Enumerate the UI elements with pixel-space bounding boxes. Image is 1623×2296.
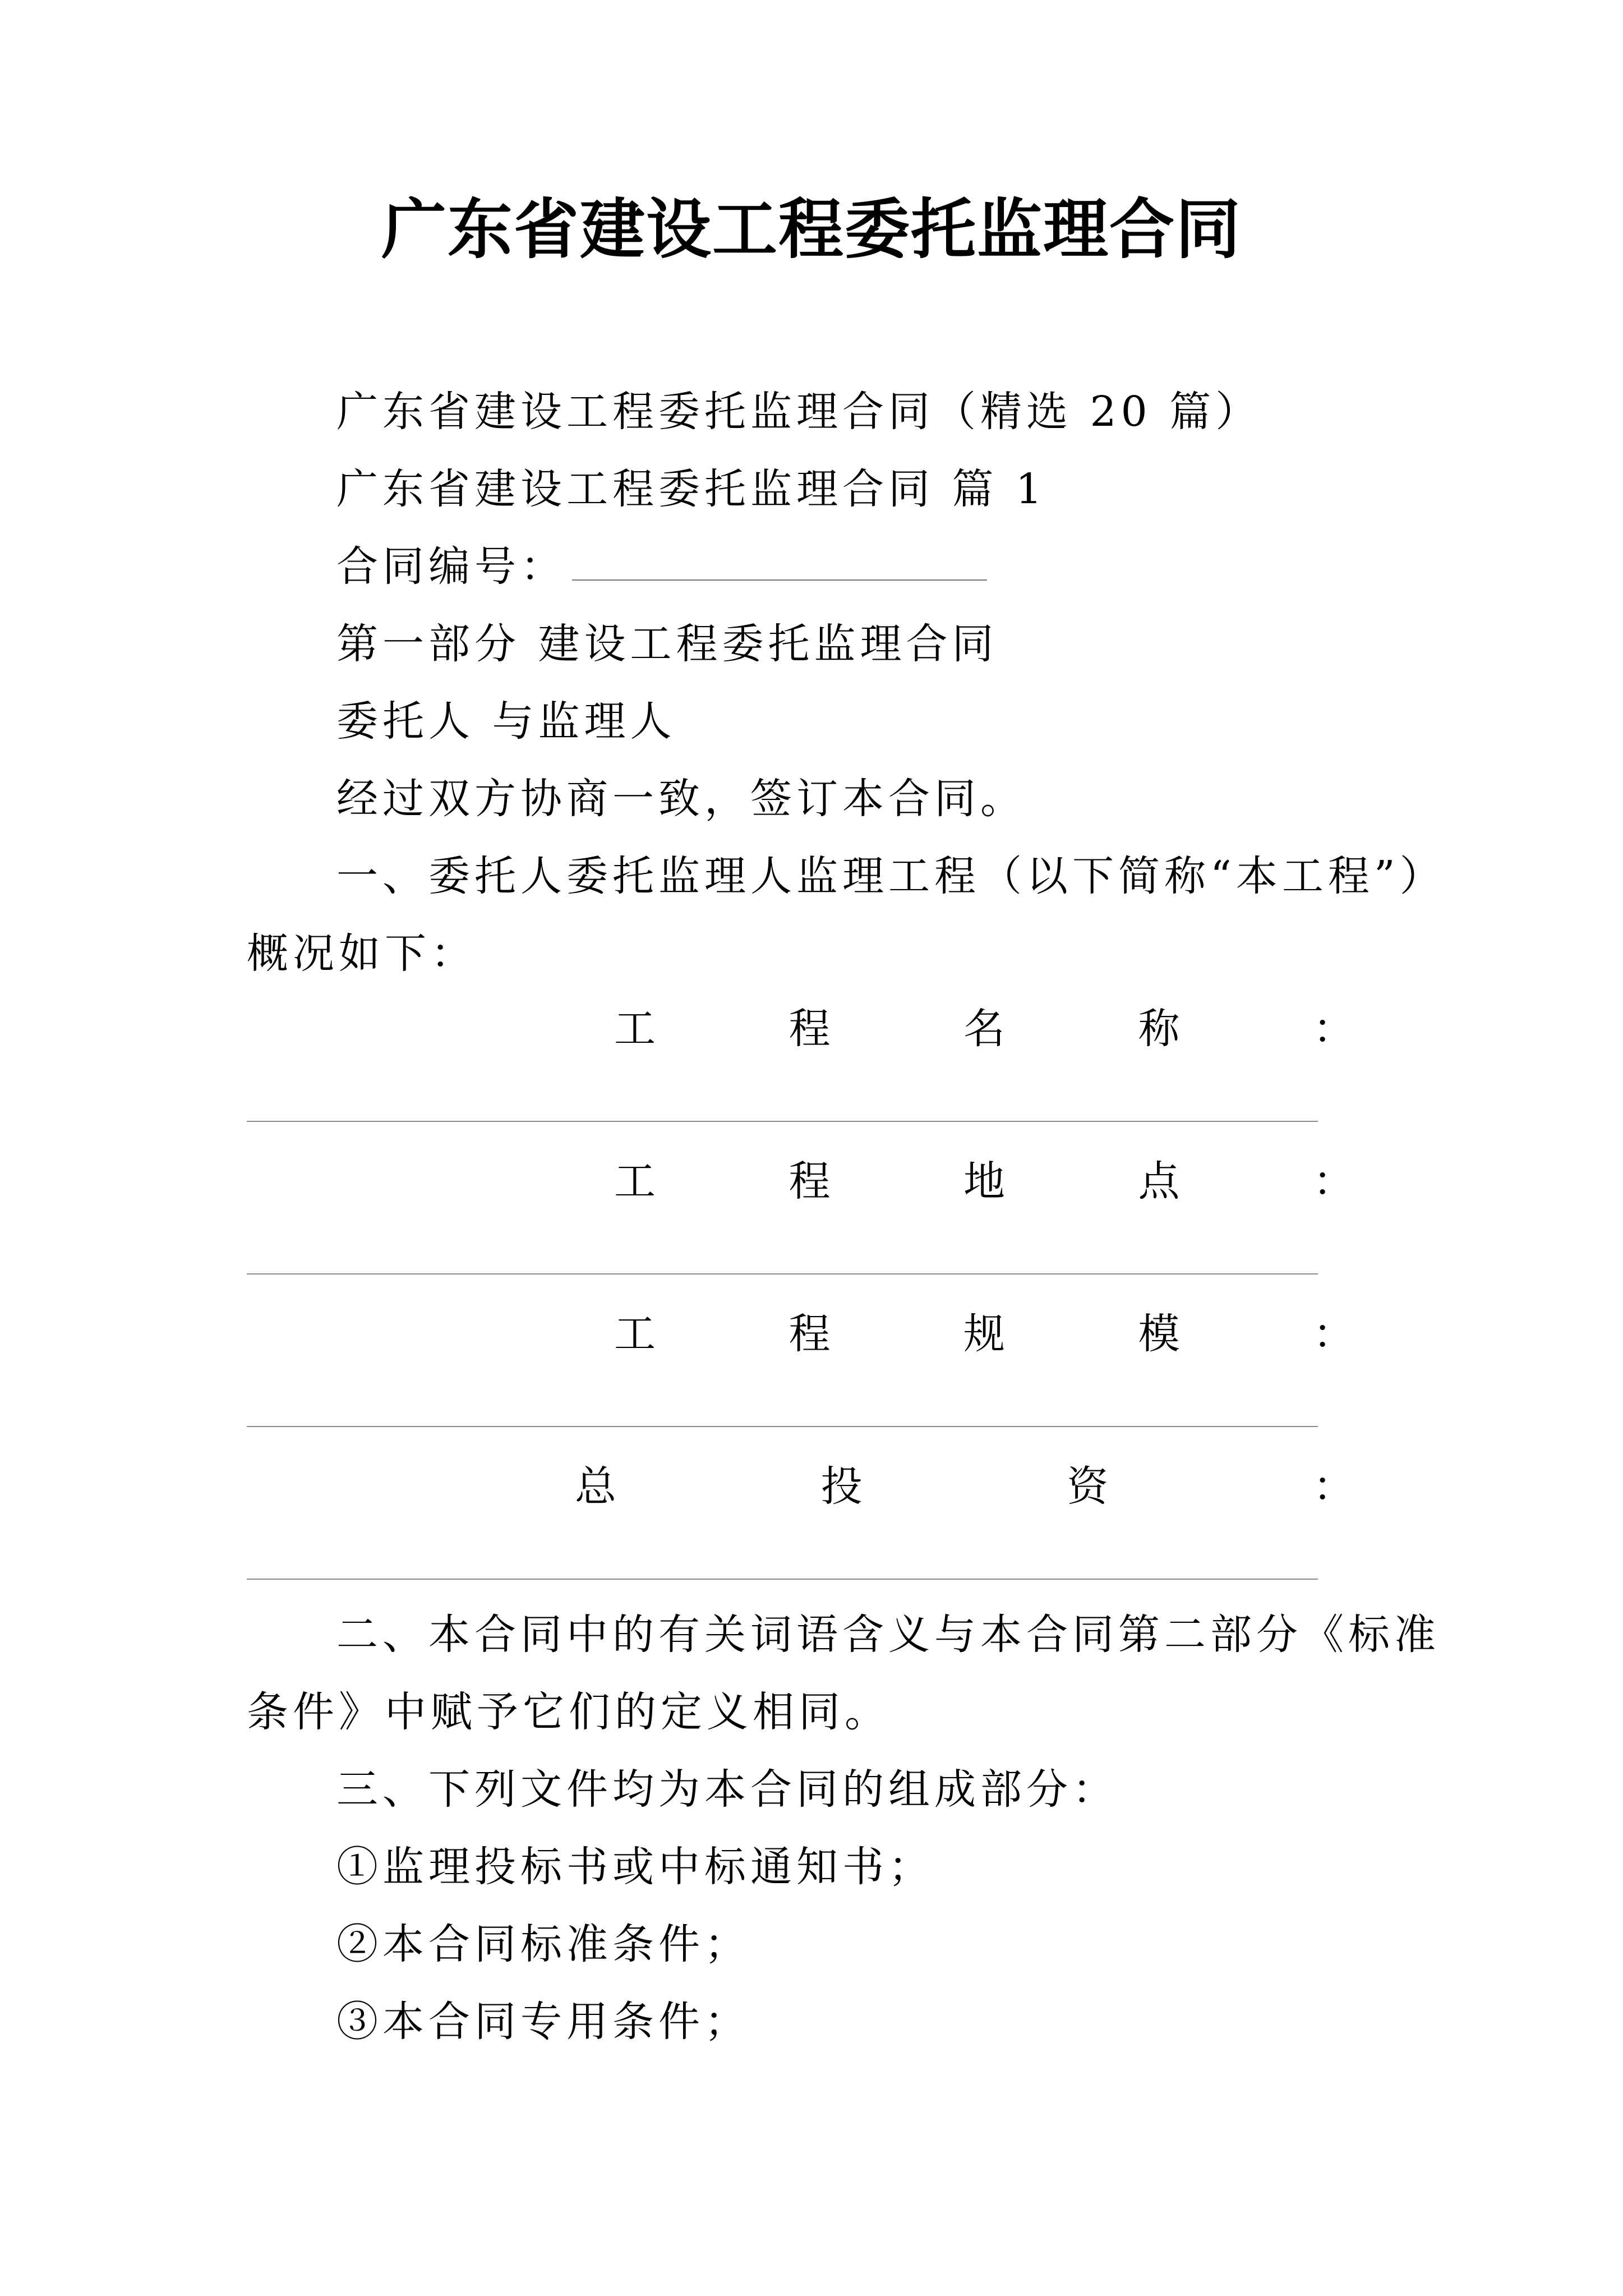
field-char: 名 (963, 1005, 1005, 1053)
list-item: ②本合同标准条件； (336, 1920, 750, 1968)
field-project-name (614, 1004, 1354, 1054)
field-char: 程 (789, 1310, 831, 1358)
field-char: 工 (614, 1005, 656, 1053)
clause-3: 三、下列文件均为本合同的组成部分： (336, 1765, 1118, 1814)
field-total-investment-blank (247, 1579, 1318, 1580)
field-char: 投 (820, 1462, 863, 1511)
field-char: 工 (614, 1310, 656, 1358)
field-char: 程 (789, 1157, 831, 1205)
field-colon: ： (1313, 1157, 1354, 1205)
field-char: 资 (1067, 1462, 1109, 1511)
field-colon: ： (1313, 1310, 1354, 1358)
field-project-scale-blank (247, 1426, 1318, 1427)
field-char: 地 (963, 1157, 1005, 1205)
field-project-name-blank (247, 1121, 1318, 1122)
field-colon: ： (1313, 1005, 1354, 1053)
clause-1-line-1: 一、委托人委托监理人监理工程（以下简称“本工程”） (336, 852, 1446, 900)
field-colon: ： (1312, 1462, 1354, 1511)
document-title: 广东省建设工程委托监理合同 (381, 191, 1242, 268)
field-project-scale (614, 1309, 1354, 1359)
list-item: ③本合同专用条件； (336, 1998, 750, 2046)
field-char: 规 (963, 1310, 1005, 1358)
field-total-investment (575, 1462, 1354, 1512)
contract-number-line (336, 542, 987, 592)
section-heading: 广东省建设工程委托监理合同 篇 1 (336, 465, 1047, 513)
field-char: 总 (575, 1462, 616, 1511)
field-char: 称 (1138, 1005, 1180, 1053)
field-project-location (614, 1157, 1354, 1207)
contract-number-blank (572, 542, 987, 581)
field-char: 程 (789, 1005, 831, 1053)
part-one-heading: 第一部分 建设工程委托监理合同 (336, 620, 998, 668)
field-char: 工 (614, 1157, 656, 1205)
clause-2-line-2: 条件》中赋予它们的定义相同。 (247, 1688, 891, 1736)
subtitle: 广东省建设工程委托监理合同（精选 20 篇） (336, 388, 1262, 436)
list-item: ①监理投标书或中标通知书； (336, 1843, 934, 1891)
parties-line: 委托人 与监理人 (336, 697, 676, 746)
agreement-line: 经过双方协商一致，签订本合同。 (336, 775, 1026, 823)
clause-1-line-2: 概况如下： (247, 930, 477, 978)
clause-2-line-1: 二、本合同中的有关词语含义与本合同第二部分《标准 (336, 1611, 1440, 1659)
field-char: 模 (1138, 1310, 1180, 1358)
field-char: 点 (1138, 1157, 1180, 1205)
contract-number-label: 合同编号： (336, 542, 566, 591)
field-project-location-blank (247, 1273, 1318, 1274)
